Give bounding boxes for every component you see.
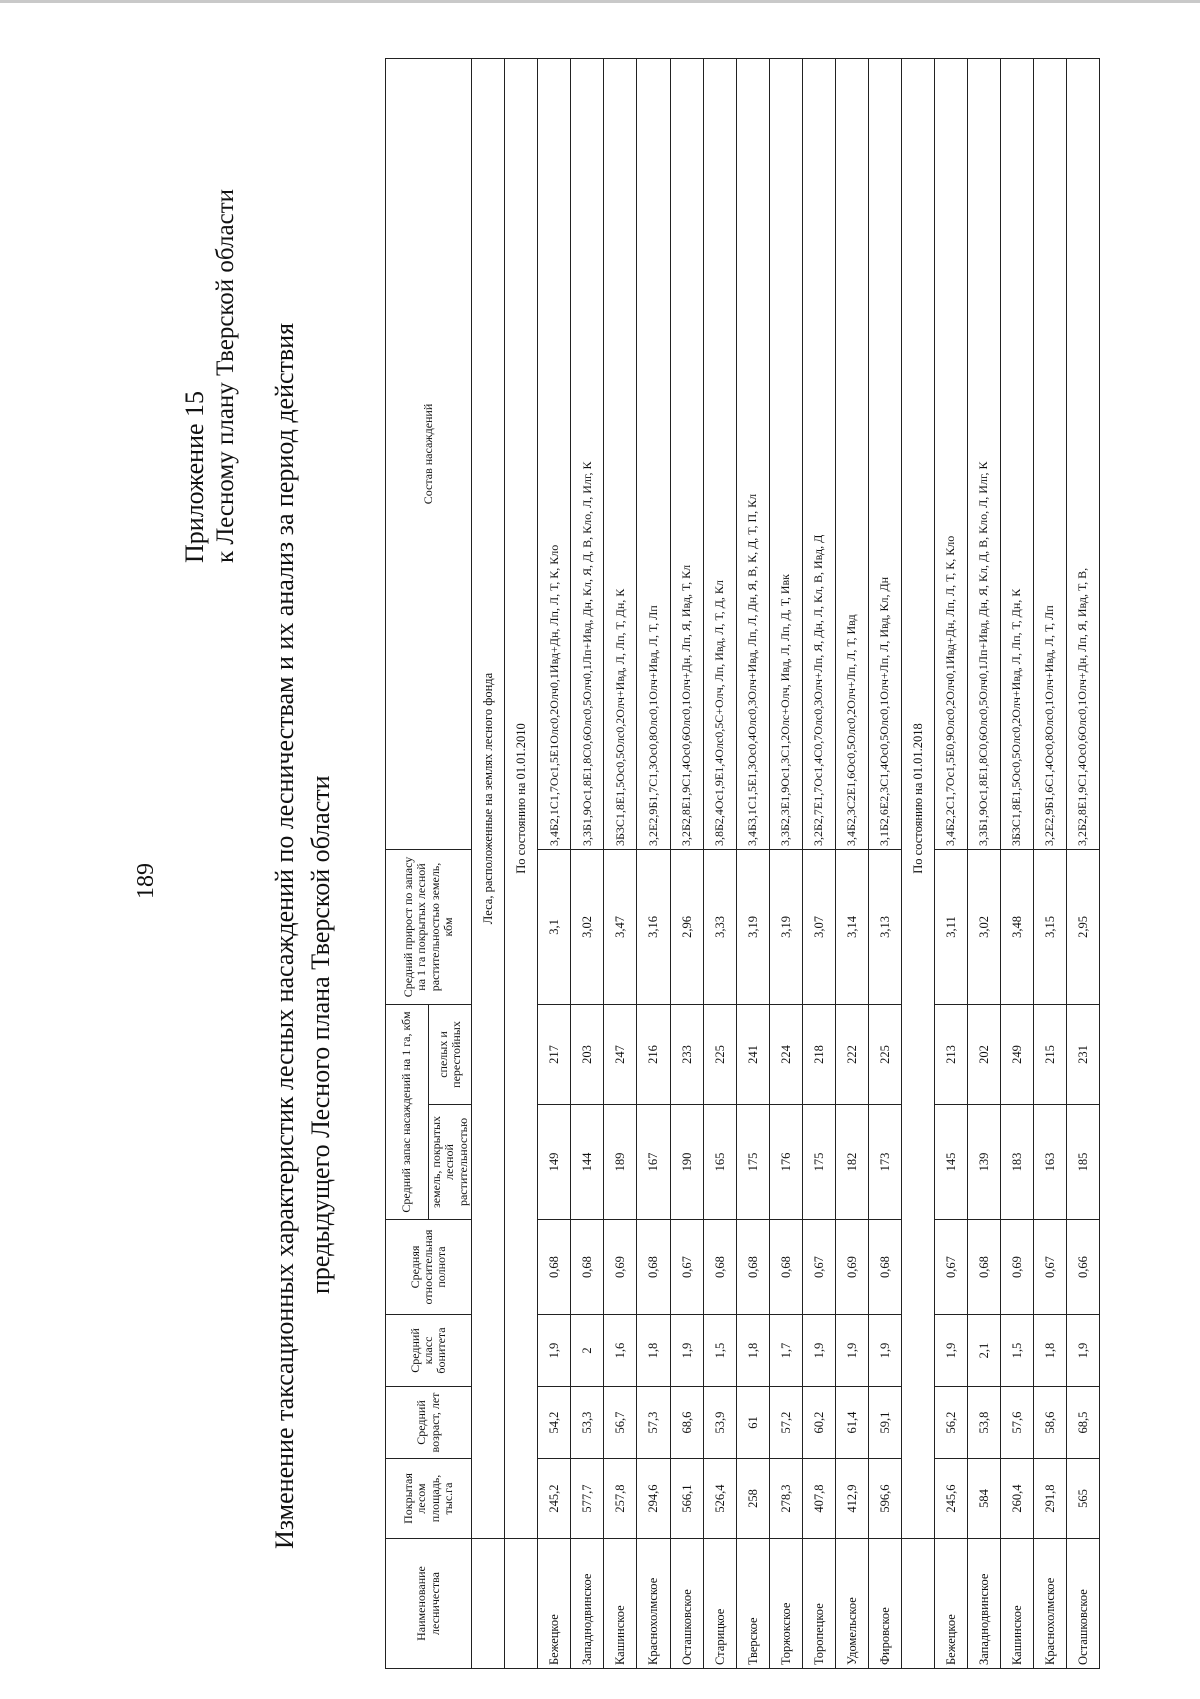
cell-stock-covered: 167 xyxy=(637,1105,670,1220)
cell-stock-covered: 139 xyxy=(967,1105,1000,1220)
forestry-table xyxy=(385,58,1100,1669)
cell-class: 1,9 xyxy=(1066,1315,1099,1387)
table-row xyxy=(703,58,736,1668)
cell-stock-mature: 202 xyxy=(967,1004,1000,1104)
period-row xyxy=(901,58,934,1668)
cell-composition: 3,4Б2,3С2Е1,6Ос0,5Олс0,2Олч+Лп, Л, Т, Ивд xyxy=(835,58,868,849)
cell-composition: 3,3Б1,9Ос1,8Е1,8С0,6Олс0,5Олч0,1Лп+Ивд, Дн, Кл, Я, Д, В, Кло, Л, Илг, К xyxy=(571,58,604,849)
cell-class: 1,7 xyxy=(769,1315,802,1387)
cell-density: 0,68 xyxy=(736,1220,769,1315)
header-class: Средний класс бонитета xyxy=(386,1315,472,1387)
cell-stock-covered: 163 xyxy=(1033,1105,1066,1220)
cell-stock-mature: 233 xyxy=(670,1004,703,1104)
cell-growth: 3,19 xyxy=(769,849,802,1004)
cell-stock-covered: 190 xyxy=(670,1105,703,1220)
cell-area: 294,6 xyxy=(637,1459,670,1539)
cell-growth: 3,47 xyxy=(604,849,637,1004)
cell-stock-covered: 175 xyxy=(736,1105,769,1220)
header-stock-group: Средний запас насаждений на 1 га, кбм xyxy=(386,1004,429,1219)
cell-composition: 3,2Е2,9Б1,7С1,3Ос0,8Олс0,1Олч+Ивд, Л, Т, Лп xyxy=(637,58,670,849)
cell-growth: 3,02 xyxy=(967,849,1000,1004)
cell-composition: 3,2Б2,7Е1,7Ос1,4С0,7Олс0,3Олч+Лп, Я, Дн, Л, Кл, В, Ивд, Д xyxy=(802,58,835,849)
cell-name: Западнодвинское xyxy=(571,1539,604,1669)
cell-density: 0,68 xyxy=(769,1220,802,1315)
cell-density: 0,67 xyxy=(802,1220,835,1315)
cell-composition: 3,3Б2,3Е1,9Ос1,3С1,2Олс+Олч, Ивд, Л, Лп, Д, Т, Ивк xyxy=(769,58,802,849)
cell-name: Удомельское xyxy=(835,1539,868,1669)
cell-age: 53,9 xyxy=(703,1387,736,1459)
header-composition: Состав насаждений xyxy=(386,58,472,849)
cell-stock-covered: 144 xyxy=(571,1105,604,1220)
document-title-line-2: предыдущего Лесного плана Тверской области xyxy=(306,775,335,1294)
cell-composition: 3,2Б2,8Е1,9С1,4Ос0,6Олс0,1Олч+Дн, Лп, Я, Ивд, Т, Кл xyxy=(670,58,703,849)
cell-class: 1,9 xyxy=(538,1315,571,1387)
cell-stock-mature: 215 xyxy=(1033,1004,1066,1104)
period-row xyxy=(505,58,538,1668)
table-row xyxy=(1033,58,1066,1668)
cell-density: 0,68 xyxy=(868,1220,901,1315)
cell-stock-mature: 216 xyxy=(637,1004,670,1104)
table-row xyxy=(802,58,835,1668)
table-row xyxy=(967,58,1000,1668)
cell-density: 0,67 xyxy=(670,1220,703,1315)
cell-class: 1,9 xyxy=(835,1315,868,1387)
cell-area: 245,6 xyxy=(934,1459,967,1539)
cell-age: 57,2 xyxy=(769,1387,802,1459)
header-area: Покрытая лесом площадь, тыс.га xyxy=(386,1459,472,1539)
table-row xyxy=(1066,58,1099,1668)
cell-name: Осташковское xyxy=(1066,1539,1099,1669)
cell-name: Осташковское xyxy=(670,1539,703,1669)
cell-stock-covered: 165 xyxy=(703,1105,736,1220)
cell-class: 1,6 xyxy=(604,1315,637,1387)
cell-composition: 3Б3С1,8Е1,5Ос0,5Олс0,2Олч+Ивд, Л, Лп, Т, Дн, К xyxy=(604,58,637,849)
table-row xyxy=(670,58,703,1668)
cell-stock-covered: 149 xyxy=(538,1105,571,1220)
cell-growth: 3,11 xyxy=(934,849,967,1004)
cell-composition: 3,3Б1,9Ос1,8Е1,8С0,6Олс0,5Олч0,1Лп+Ивд, Дн, Я, Кл, Д, В, Кло, Л, Илг, К xyxy=(967,58,1000,849)
cell-stock-mature: 247 xyxy=(604,1004,637,1104)
cell-density: 0,69 xyxy=(835,1220,868,1315)
cell-stock-covered: 182 xyxy=(835,1105,868,1220)
cell-composition: 3,2Б2,8Е1,9С1,4Ос0,6Олс0,1Олч+Дн, Лп, Я, Ивд, Т, В, xyxy=(1066,58,1099,849)
cell-stock-covered: 183 xyxy=(1000,1105,1033,1220)
cell-name: Торопецкое xyxy=(802,1539,835,1669)
cell-growth: 3,07 xyxy=(802,849,835,1004)
cell-growth: 3,13 xyxy=(868,849,901,1004)
cell-stock-covered: 176 xyxy=(769,1105,802,1220)
table-body xyxy=(472,58,1100,1668)
cell-name: Бежецкое xyxy=(538,1539,571,1669)
cell-stock-mature: 224 xyxy=(769,1004,802,1104)
cell-age: 59,1 xyxy=(868,1387,901,1459)
cell-density: 0,66 xyxy=(1066,1220,1099,1315)
cell-name: Краснохолмское xyxy=(1033,1539,1066,1669)
cell-class: 1,8 xyxy=(637,1315,670,1387)
cell-density: 0,68 xyxy=(538,1220,571,1315)
table-row xyxy=(868,58,901,1668)
section-forest-label: Леса, расположенные на землях лесного фонда xyxy=(472,58,505,1538)
cell-name: Тверское xyxy=(736,1539,769,1669)
cell-composition: 3,8Б2,4Ос1,9Е1,4Олс0,5С+Олч, Лп, Ивд, Л, Т, Д, Кл xyxy=(703,58,736,849)
cell-class: 2,1 xyxy=(967,1315,1000,1387)
table-row xyxy=(571,58,604,1668)
cell-area: 526,4 xyxy=(703,1459,736,1539)
cell-density: 0,67 xyxy=(934,1220,967,1315)
cell-class: 1,9 xyxy=(868,1315,901,1387)
cell-age: 58,6 xyxy=(1033,1387,1066,1459)
table-row xyxy=(934,58,967,1668)
cell-stock-covered: 185 xyxy=(1066,1105,1099,1220)
cell-class: 1,5 xyxy=(703,1315,736,1387)
header-name: Наименование лесничества xyxy=(386,1539,472,1669)
cell-age: 61 xyxy=(736,1387,769,1459)
header-stock-covered: земель, покрытых лесной растительностью xyxy=(429,1105,472,1220)
cell-stock-mature: 213 xyxy=(934,1004,967,1104)
cell-area: 565 xyxy=(1066,1459,1099,1539)
cell-area: 260,4 xyxy=(1000,1459,1033,1539)
cell-growth: 3,48 xyxy=(1000,849,1033,1004)
cell-area: 596,6 xyxy=(868,1459,901,1539)
cell-stock-mature: 241 xyxy=(736,1004,769,1104)
table-row xyxy=(736,58,769,1668)
cell-area: 584 xyxy=(967,1459,1000,1539)
cell-density: 0,68 xyxy=(703,1220,736,1315)
cell-name: Бежецкое xyxy=(934,1539,967,1669)
cell-class: 1,9 xyxy=(934,1315,967,1387)
cell-age: 56,7 xyxy=(604,1387,637,1459)
cell-growth: 3,15 xyxy=(1033,849,1066,1004)
cell-class: 1,8 xyxy=(736,1315,769,1387)
document-title-line-1: Изменение таксационных характеристик лесных насаждений по лесничествам и их анализ за период действия xyxy=(270,322,299,1549)
cell-class: 1,9 xyxy=(670,1315,703,1387)
table-row xyxy=(538,58,571,1668)
cell-growth: 3,14 xyxy=(835,849,868,1004)
cell-age: 57,6 xyxy=(1000,1387,1033,1459)
cell-age: 68,6 xyxy=(670,1387,703,1459)
cell-name: Кашинское xyxy=(1000,1539,1033,1669)
cell-area: 412,9 xyxy=(835,1459,868,1539)
period-2018-label: По состоянию на 01.01.2018 xyxy=(901,58,934,1538)
period-spacer xyxy=(505,1539,538,1669)
cell-composition: 3Б3С1,8Е1,5Ос0,5Олс0,2Олч+Ивд, Л, Лп, Т, Дн, К xyxy=(1000,58,1033,849)
cell-composition: 3,1Б2,6Е2,3С1,4Ос0,5Олс0,1Олч+Лп, Л, Ивд, Кл, Дн xyxy=(868,58,901,849)
cell-age: 57,3 xyxy=(637,1387,670,1459)
cell-area: 278,3 xyxy=(769,1459,802,1539)
cell-stock-covered: 189 xyxy=(604,1105,637,1220)
period-spacer xyxy=(901,1539,934,1669)
cell-density: 0,69 xyxy=(1000,1220,1033,1315)
cell-age: 53,8 xyxy=(967,1387,1000,1459)
cell-density: 0,67 xyxy=(1033,1220,1066,1315)
cell-growth: 3,19 xyxy=(736,849,769,1004)
table-row xyxy=(835,58,868,1668)
cell-age: 61,4 xyxy=(835,1387,868,1459)
cell-stock-mature: 218 xyxy=(802,1004,835,1104)
cell-age: 54,2 xyxy=(538,1387,571,1459)
cell-stock-mature: 217 xyxy=(538,1004,571,1104)
cell-composition: 3,4Б2,2С1,7Ос1,5Е0,9Олс0,2Олч0,1Ивд+Дн, Лп, Л, Т, К, Кло xyxy=(934,58,967,849)
header-growth: Средний прирост по запасу на 1 га покрытых лесной растительностью земель, кбм xyxy=(386,849,472,1004)
cell-class: 1,5 xyxy=(1000,1315,1033,1387)
table-row xyxy=(604,58,637,1668)
cell-name: Краснохолмское xyxy=(637,1539,670,1669)
table-row xyxy=(1000,58,1033,1668)
cell-name: Торжокское xyxy=(769,1539,802,1669)
cell-name: Кашинское xyxy=(604,1539,637,1669)
cell-class: 2 xyxy=(571,1315,604,1387)
cell-composition: 3,4Б2,1С1,7Ос1,5Е1Олс0,2Олч0,1Ивд+Дн, Лп, Л, Т, К, Кло xyxy=(538,58,571,849)
cell-density: 0,68 xyxy=(637,1220,670,1315)
cell-density: 0,69 xyxy=(604,1220,637,1315)
cell-name: Фировское xyxy=(868,1539,901,1669)
cell-age: 56,2 xyxy=(934,1387,967,1459)
cell-name: Западнодвинское xyxy=(967,1539,1000,1669)
cell-stock-mature: 249 xyxy=(1000,1004,1033,1104)
header-stock-mature: спелых и перестойных xyxy=(429,1004,472,1104)
cell-density: 0,68 xyxy=(967,1220,1000,1315)
cell-area: 291,8 xyxy=(1033,1459,1066,1539)
cell-growth: 2,95 xyxy=(1066,849,1099,1004)
cell-composition: 3,2Е2,9Б1,6С1,4Ос0,8Олс0,1Олч+Ивд, Л, Т, Лп xyxy=(1033,58,1066,849)
page-number: 189 xyxy=(133,863,159,899)
cell-area: 577,7 xyxy=(571,1459,604,1539)
section-spacer xyxy=(472,1539,505,1669)
cell-composition: 3,4Б3,1С1,5Е1,3Ос0,4Олс0,3Олч+Ивд, Лп, Л, Дн, Я, В, К, Д, Т, П, Кл xyxy=(736,58,769,849)
cell-growth: 3,16 xyxy=(637,849,670,1004)
cell-growth: 3,1 xyxy=(538,849,571,1004)
cell-stock-covered: 145 xyxy=(934,1105,967,1220)
cell-name: Старицкое xyxy=(703,1539,736,1669)
cell-age: 60,2 xyxy=(802,1387,835,1459)
cell-age: 68,5 xyxy=(1066,1387,1099,1459)
period-2010-label: По состоянию на 01.01.2010 xyxy=(505,58,538,1538)
table-row xyxy=(769,58,802,1668)
cell-age: 53,3 xyxy=(571,1387,604,1459)
appendix-subtitle: к Лесному плану Тверской области xyxy=(212,189,239,563)
cell-density: 0,68 xyxy=(571,1220,604,1315)
cell-growth: 3,33 xyxy=(703,849,736,1004)
cell-growth: 3,02 xyxy=(571,849,604,1004)
cell-area: 257,8 xyxy=(604,1459,637,1539)
cell-area: 245,2 xyxy=(538,1459,571,1539)
cell-class: 1,9 xyxy=(802,1315,835,1387)
cell-growth: 2,96 xyxy=(670,849,703,1004)
section-row xyxy=(472,58,505,1668)
cell-stock-covered: 175 xyxy=(802,1105,835,1220)
cell-stock-mature: 225 xyxy=(868,1004,901,1104)
cell-stock-mature: 222 xyxy=(835,1004,868,1104)
cell-stock-mature: 203 xyxy=(571,1004,604,1104)
cell-area: 258 xyxy=(736,1459,769,1539)
table-row xyxy=(637,58,670,1668)
header-age: Средний возраст, лет xyxy=(386,1387,472,1459)
header-density: Средняя относительная полнота xyxy=(386,1220,472,1315)
cell-stock-mature: 225 xyxy=(703,1004,736,1104)
appendix-label: Приложение 15 xyxy=(180,390,209,563)
cell-area: 566,1 xyxy=(670,1459,703,1539)
cell-stock-mature: 231 xyxy=(1066,1004,1099,1104)
cell-class: 1,8 xyxy=(1033,1315,1066,1387)
cell-stock-covered: 173 xyxy=(868,1105,901,1220)
cell-area: 407,8 xyxy=(802,1459,835,1539)
header-row-1 xyxy=(386,58,429,1668)
